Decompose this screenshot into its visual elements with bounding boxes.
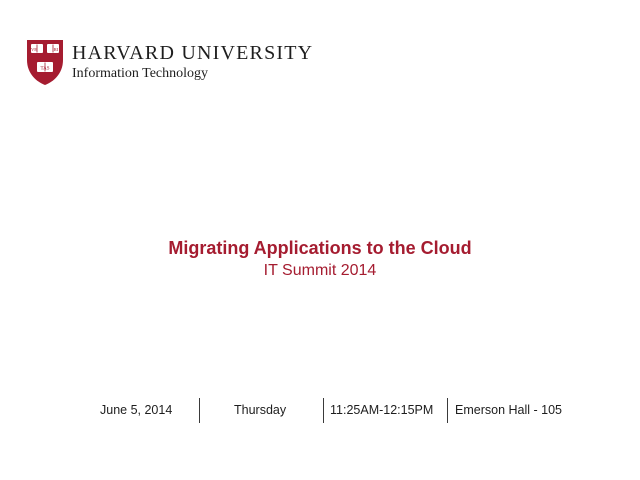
session-location: Emerson Hall - 105 [455, 403, 562, 417]
svg-text:VE: VE [30, 47, 38, 52]
divider [199, 398, 200, 423]
divider [323, 398, 324, 423]
presentation-title: Migrating Applications to the Cloud [168, 238, 472, 258]
header-logo [25, 38, 325, 88]
session-time: 11:25AM-12:15PM [330, 403, 434, 417]
svg-text:RI: RI [53, 47, 59, 52]
department-name: Information Technology [72, 66, 209, 81]
title-block [0, 236, 640, 282]
svg-text:TAS: TAS [40, 66, 50, 72]
session-date: June 5, 2014 [100, 403, 173, 417]
session-info-row [0, 398, 640, 424]
divider [447, 398, 448, 423]
university-name: HARVARD UNIVERSITY [72, 42, 314, 64]
presentation-subtitle: IT Summit 2014 [263, 262, 377, 279]
harvard-veritas-shield-icon [25, 38, 65, 86]
session-day: Thursday [234, 403, 287, 417]
